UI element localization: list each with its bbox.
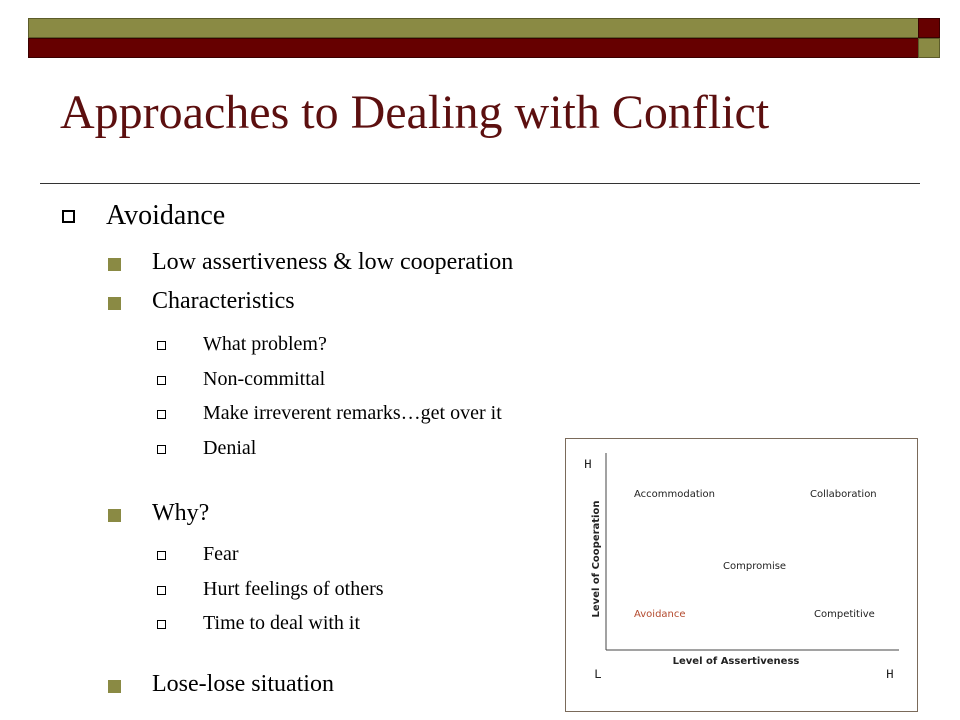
bullet-text: Fear	[203, 543, 239, 565]
bullet-text: Make irreverent remarks…get over it	[203, 402, 502, 424]
header-square-olive	[918, 38, 940, 58]
filled-square-bullet-icon	[108, 509, 121, 522]
x-axis-high-label: H	[886, 667, 894, 682]
bullet-text: Hurt feelings of others	[203, 578, 384, 600]
hollow-square-bullet-icon	[157, 410, 166, 419]
x-axis-low-label: L	[594, 667, 602, 682]
bullet-text: Lose-lose situation	[152, 671, 334, 697]
diagram-axes	[566, 439, 919, 713]
quadrant-competitive: Competitive	[814, 609, 875, 620]
hollow-square-bullet-icon	[157, 586, 166, 595]
y-axis-high-label: H	[584, 457, 592, 472]
filled-square-bullet-icon	[108, 680, 121, 693]
quadrant-compromise: Compromise	[723, 561, 787, 572]
bullet-text: Non-committal	[203, 368, 326, 390]
bullet-text: Characteristics	[152, 288, 295, 314]
hollow-square-bullet-icon	[157, 376, 166, 385]
hollow-square-bullet-icon	[157, 341, 166, 350]
bullet-text: Why?	[152, 500, 210, 526]
bullet-text: Time to deal with it	[203, 612, 361, 634]
header-bar-olive	[28, 18, 940, 38]
header-square-maroon	[918, 18, 940, 38]
slide-title: Approaches to Dealing with Conflict	[60, 86, 770, 139]
hollow-square-bullet-icon	[157, 445, 166, 454]
x-axis-title: Level of Assertiveness	[672, 656, 800, 667]
hollow-square-bullet-icon	[157, 620, 166, 629]
bullet-text: Avoidance	[106, 200, 226, 231]
conflict-styles-diagram	[565, 438, 918, 712]
quadrant-accommodation: Accommodation	[634, 489, 716, 500]
bullet-text: Denial	[203, 437, 257, 459]
hollow-square-bullet-icon	[62, 210, 75, 223]
header-bars	[0, 0, 960, 70]
quadrant-collaboration: Collaboration	[810, 489, 877, 500]
filled-square-bullet-icon	[108, 258, 121, 271]
filled-square-bullet-icon	[108, 297, 121, 310]
y-axis-title: Level of Cooperation	[591, 500, 602, 618]
bullet-text: What problem?	[203, 333, 327, 355]
title-divider	[40, 183, 920, 184]
hollow-square-bullet-icon	[157, 551, 166, 560]
bullet-text: Low assertiveness & low cooperation	[152, 249, 514, 275]
header-bar-maroon	[28, 38, 940, 58]
quadrant-avoidance: Avoidance	[634, 609, 686, 620]
